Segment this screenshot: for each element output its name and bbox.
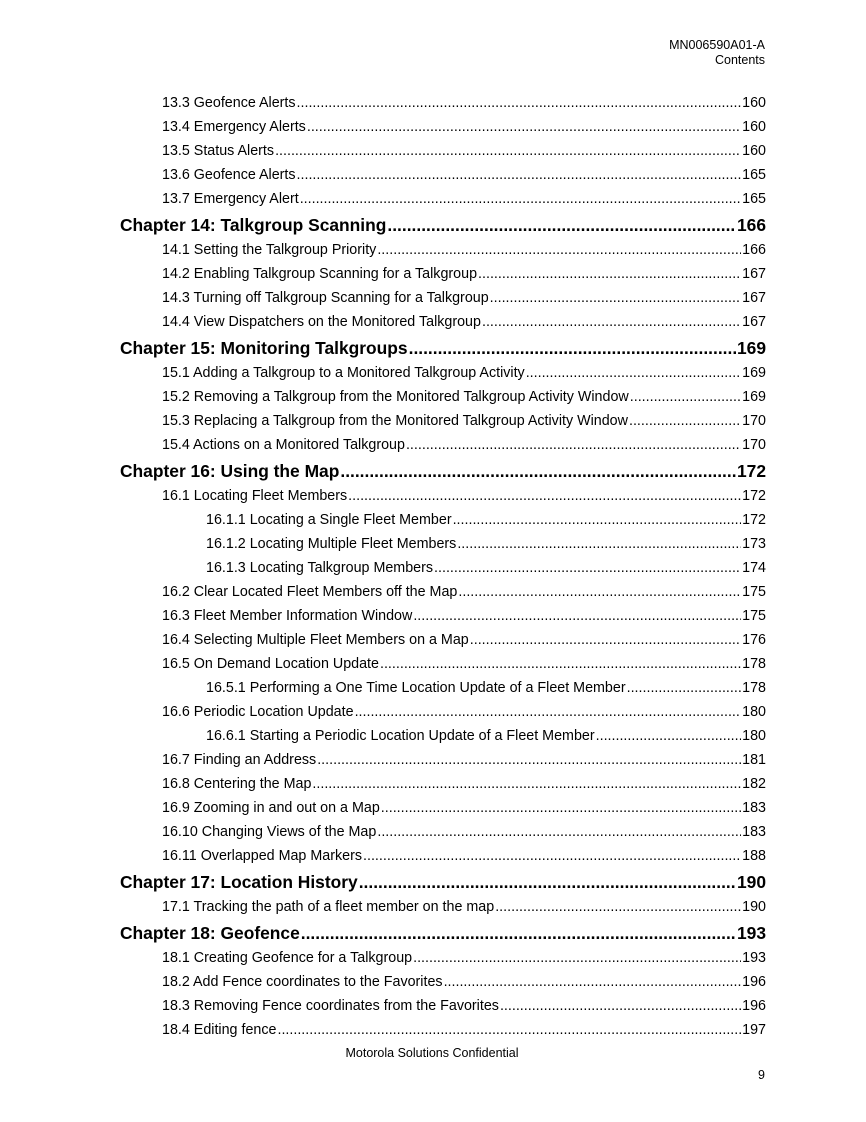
toc-entry-title: 16.1.2 Locating Multiple Fleet Members — [206, 536, 457, 552]
toc-entry-page: 170 — [742, 437, 766, 453]
toc-dot-leader — [406, 433, 741, 457]
toc-entry-title: 16.4 Selecting Multiple Fleet Members on a Map — [162, 632, 469, 648]
toc-entry[interactable] — [120, 163, 766, 187]
toc-dot-leader — [377, 820, 741, 844]
toc-entry[interactable] — [120, 844, 766, 868]
toc-dot-leader — [409, 335, 736, 361]
toc-entry-page: 165 — [742, 167, 766, 183]
toc-entry-title: 18.4 Editing fence — [162, 1022, 277, 1038]
toc-entry-page: 172 — [742, 512, 766, 528]
toc-entry-title: 18.1 Creating Geofence for a Talkgroup — [162, 950, 413, 966]
toc-entry-page: 178 — [742, 656, 766, 672]
section-name: Contents — [714, 53, 765, 67]
toc-entry-title: Chapter 14: Talkgroup Scanning — [120, 215, 387, 235]
toc-entry-page: 166 — [736, 215, 766, 235]
page-header — [669, 38, 765, 68]
toc-entry-page: 183 — [742, 824, 766, 840]
toc-entry[interactable] — [120, 676, 766, 700]
toc-entry-page: 196 — [742, 998, 766, 1014]
toc-dot-leader — [490, 286, 741, 310]
toc-dot-leader — [413, 604, 741, 628]
toc-entry-page: 180 — [742, 728, 766, 744]
toc-entry-title: 13.7 Emergency Alert — [162, 191, 299, 207]
toc-entry-page: 165 — [742, 191, 766, 207]
page-footer — [0, 1045, 866, 1061]
table-of-contents — [120, 91, 766, 1042]
toc-entry-title: 15.2 Removing a Talkgroup from the Monitored Talkgroup Activity Window — [162, 389, 629, 405]
toc-entry-page: 183 — [742, 800, 766, 816]
toc-entry-title: Chapter 15: Monitoring Talkgroups — [120, 338, 408, 358]
toc-entry-page: 182 — [742, 776, 766, 792]
confidentiality-notice: Motorola Solutions Confidential — [345, 1046, 519, 1060]
toc-entry-title: 13.6 Geofence Alerts — [162, 167, 296, 183]
toc-entry[interactable] — [120, 139, 766, 163]
toc-dot-leader — [457, 532, 741, 556]
toc-dot-leader — [275, 139, 741, 163]
toc-dot-leader — [348, 484, 741, 508]
toc-entry-title: 13.5 Status Alerts — [162, 143, 275, 159]
toc-entry-title: Chapter 16: Using the Map — [120, 461, 340, 481]
toc-entry[interactable] — [120, 1018, 766, 1042]
toc-entry-page: 172 — [742, 488, 766, 504]
toc-entry-page: 178 — [742, 680, 766, 696]
toc-entry[interactable] — [120, 532, 766, 556]
toc-dot-leader — [277, 1018, 741, 1042]
toc-entry[interactable] — [120, 604, 766, 628]
toc-entry-page: 160 — [742, 119, 766, 135]
toc-entry-page: 176 — [742, 632, 766, 648]
toc-entry-title: 13.3 Geofence Alerts — [162, 95, 296, 111]
toc-dot-leader — [297, 91, 742, 115]
toc-entry-title: 14.1 Setting the Talkgroup Priority — [162, 242, 377, 258]
toc-dot-leader — [630, 385, 741, 409]
toc-entry-title: 16.8 Centering the Map — [162, 776, 312, 792]
toc-entry[interactable] — [120, 700, 766, 724]
toc-entry-title: 16.3 Fleet Member Information Window — [162, 608, 413, 624]
toc-entry[interactable] — [120, 310, 766, 334]
toc-entry-title: 16.1.3 Locating Talkgroup Members — [206, 560, 434, 576]
toc-dot-leader — [444, 970, 742, 994]
toc-entry-page: 193 — [742, 950, 766, 966]
toc-dot-leader — [312, 772, 741, 796]
toc-entry[interactable] — [120, 115, 766, 139]
toc-entry-title: 16.1 Locating Fleet Members — [162, 488, 348, 504]
toc-entry-title: 14.2 Enabling Talkgroup Scanning for a Talkgroup — [162, 266, 478, 282]
toc-entry[interactable] — [120, 748, 766, 772]
toc-entry-page: 188 — [742, 848, 766, 864]
toc-dot-leader — [627, 676, 742, 700]
toc-entry-page: 181 — [742, 752, 766, 768]
toc-dot-leader — [301, 920, 736, 946]
toc-dot-leader — [377, 238, 741, 262]
toc-dot-leader — [380, 652, 741, 676]
toc-dot-leader — [495, 895, 741, 919]
page-number: 9 — [758, 1068, 765, 1082]
toc-entry-page: 174 — [742, 560, 766, 576]
toc-entry-page: 169 — [742, 389, 766, 405]
toc-entry-title: 16.9 Zooming in and out on a Map — [162, 800, 380, 816]
toc-entry-title: 16.2 Clear Located Fleet Members off the Map — [162, 584, 458, 600]
toc-entry[interactable] — [120, 262, 766, 286]
toc-dot-leader — [340, 458, 736, 484]
toc-entry[interactable] — [120, 361, 766, 385]
toc-entry[interactable] — [120, 238, 766, 262]
toc-entry-title: 17.1 Tracking the path of a fleet member on the map — [162, 899, 495, 915]
toc-entry-page: 175 — [742, 584, 766, 600]
toc-entry-page: 167 — [742, 290, 766, 306]
toc-dot-leader — [526, 361, 741, 385]
toc-dot-leader — [482, 310, 741, 334]
toc-dot-leader — [387, 212, 736, 238]
toc-entry[interactable] — [120, 652, 766, 676]
toc-entry-title: 16.11 Overlapped Map Markers — [162, 848, 362, 864]
toc-dot-leader — [413, 946, 741, 970]
toc-entry-title: 14.3 Turning off Talkgroup Scanning for a Talkgroup — [162, 290, 489, 306]
toc-dot-leader — [317, 748, 741, 772]
toc-dot-leader — [478, 262, 741, 286]
toc-dot-leader — [596, 724, 742, 748]
toc-entry-title: 13.4 Emergency Alerts — [162, 119, 306, 135]
toc-entry-page: 175 — [742, 608, 766, 624]
toc-entry-title: 16.6 Periodic Location Update — [162, 704, 354, 720]
toc-entry-title: 16.1.1 Locating a Single Fleet Member — [206, 512, 452, 528]
toc-entry[interactable] — [120, 820, 766, 844]
toc-entry-page: 196 — [742, 974, 766, 990]
toc-dot-leader — [453, 508, 742, 532]
toc-dot-leader — [470, 628, 741, 652]
toc-entry-page: 166 — [742, 242, 766, 258]
toc-dot-leader — [297, 163, 742, 187]
toc-entry-title: 14.4 View Dispatchers on the Monitored Talkgroup — [162, 314, 481, 330]
document-id: MN006590A01-A — [669, 38, 765, 52]
toc-entry-title: 15.3 Replacing a Talkgroup from the Monitored Talkgroup Activity Window — [162, 413, 628, 429]
toc-chapter-entry[interactable] — [120, 920, 766, 946]
toc-entry-page: 190 — [736, 872, 766, 892]
toc-entry-page: 160 — [742, 143, 766, 159]
toc-entry-page: 167 — [742, 266, 766, 282]
toc-entry[interactable] — [120, 796, 766, 820]
toc-entry-title: Chapter 18: Geofence — [120, 923, 300, 943]
toc-dot-leader — [458, 580, 741, 604]
toc-dot-leader — [363, 844, 741, 868]
toc-entry-page: 169 — [742, 365, 766, 381]
toc-entry[interactable] — [120, 484, 766, 508]
toc-entry-title: 18.2 Add Fence coordinates to the Favorites — [162, 974, 443, 990]
toc-entry-title: 16.5.1 Performing a One Time Location Update of a Fleet Member — [206, 680, 626, 696]
toc-entry-title: 16.6.1 Starting a Periodic Location Update of a Fleet Member — [206, 728, 595, 744]
toc-entry-title: 16.7 Finding an Address — [162, 752, 317, 768]
toc-entry-page: 169 — [736, 338, 766, 358]
toc-entry-page: 170 — [742, 413, 766, 429]
toc-entry-page: 193 — [736, 923, 766, 943]
toc-entry[interactable] — [120, 895, 766, 919]
toc-entry-page: 172 — [736, 461, 766, 481]
toc-dot-leader — [359, 869, 736, 895]
toc-chapter-entry[interactable] — [120, 869, 766, 895]
toc-entry-title: Chapter 17: Location History — [120, 872, 358, 892]
toc-entry-page: 197 — [742, 1022, 766, 1038]
toc-chapter-entry[interactable] — [120, 458, 766, 484]
toc-entry[interactable] — [120, 385, 766, 409]
toc-entry-title: 15.4 Actions on a Monitored Talkgroup — [162, 437, 405, 453]
toc-entry-page: 180 — [742, 704, 766, 720]
toc-entry[interactable] — [120, 772, 766, 796]
toc-entry[interactable] — [120, 91, 766, 115]
toc-dot-leader — [500, 994, 741, 1018]
toc-entry[interactable] — [120, 970, 766, 994]
toc-entry[interactable] — [120, 628, 766, 652]
toc-chapter-entry[interactable] — [120, 212, 766, 238]
toc-dot-leader — [434, 556, 741, 580]
toc-entry-page: 167 — [742, 314, 766, 330]
toc-entry-title: 16.10 Changing Views of the Map — [162, 824, 377, 840]
toc-dot-leader — [300, 187, 741, 211]
toc-entry-title: 18.3 Removing Fence coordinates from the Favorites — [162, 998, 499, 1014]
toc-entry-title: 15.1 Adding a Talkgroup to a Monitored Talkgroup Activity — [162, 365, 525, 381]
toc-entry[interactable] — [120, 556, 766, 580]
toc-entry[interactable] — [120, 724, 766, 748]
toc-entry-page: 160 — [742, 95, 766, 111]
toc-dot-leader — [381, 796, 741, 820]
toc-entry[interactable] — [120, 187, 766, 211]
toc-entry-title: 16.5 On Demand Location Update — [162, 656, 379, 672]
toc-entry[interactable] — [120, 286, 766, 310]
toc-dot-leader — [355, 700, 742, 724]
toc-entry-page: 190 — [742, 899, 766, 915]
toc-entry[interactable] — [120, 994, 766, 1018]
toc-entry[interactable] — [120, 409, 766, 433]
toc-dot-leader — [629, 409, 741, 433]
toc-entry[interactable] — [120, 433, 766, 457]
toc-dot-leader — [307, 115, 741, 139]
toc-entry-page: 173 — [742, 536, 766, 552]
toc-entry[interactable] — [120, 508, 766, 532]
toc-chapter-entry[interactable] — [120, 335, 766, 361]
toc-entry[interactable] — [120, 946, 766, 970]
toc-entry[interactable] — [120, 580, 766, 604]
